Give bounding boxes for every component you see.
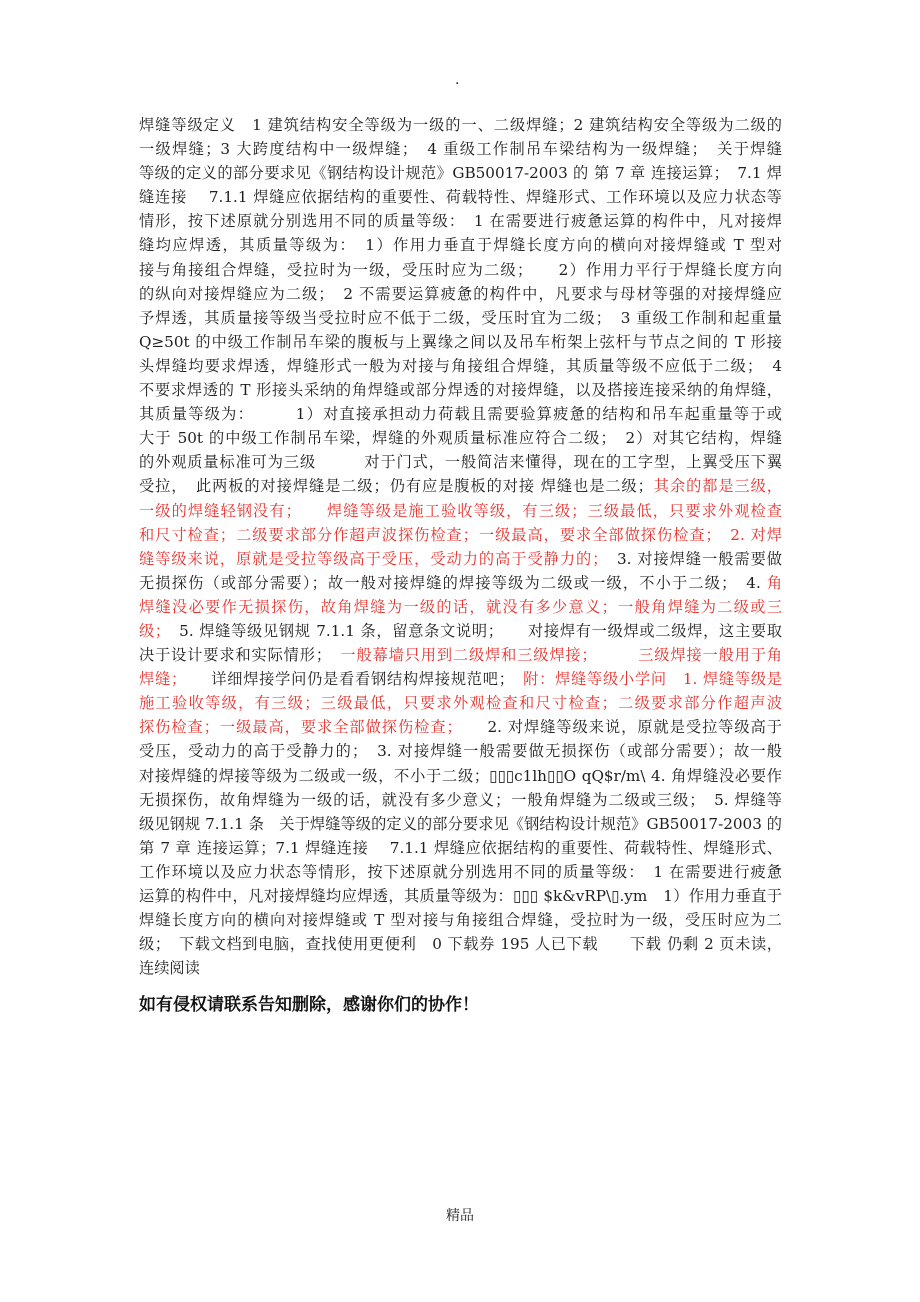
text-line (139, 715, 782, 739)
text-line (139, 161, 782, 185)
text-line (139, 956, 782, 980)
body-text: 予焊透，其质量接等级当受拉时应不低于二级，受压时宜为二级； 3 重级工作制和起重量 (139, 308, 782, 327)
highlighted-text: 附：焊缝等级小学问 1. 焊缝等级是 (506, 670, 782, 689)
body-text: 运算的构件中，凡对接焊缝均应焊透，其质量等级为：▯▯▯ $k&vRP\▯.ym 1）作用力垂直于 (139, 887, 782, 905)
text-line (139, 330, 782, 354)
text-line (139, 306, 782, 330)
body-text: 3. 对接焊缝一般需要做 (599, 549, 782, 568)
highlighted-text: 一般幕墙只用到二级焊和三级焊接； 三级焊接一般用于角 (323, 646, 782, 665)
body-text: 接与角接组合焊缝，受拉时为一级，受压时应为二级； 2）作用力平行于焊缝长度方向 (139, 260, 782, 279)
text-line (139, 185, 782, 209)
body-text: 缝均应焊透，其质量等级为： 1）作用力垂直于焊缝长度方向的横向对接焊缝或 T 型对 (139, 236, 782, 255)
highlighted-text: 一级的焊缝轻钢没有； 焊缝等级是施工验收等级，有三级；三级最低，只要求外观检查 (139, 501, 782, 520)
body-text: 的纵向对接焊缝应为二级； 2 不需要运算疲惫的构件中，凡要求与母材等强的对接焊缝应 (139, 284, 782, 303)
body-text: 第 7 章 连接运算；7.1 焊缝连接 7.1.1 焊缝应依据结构的重要性、荷载特性、焊缝形式、 (139, 838, 782, 857)
body-text: 级见钢规 7.1.1 条 关于焊缝等级的定义的部分要求见《钢结构设计规范》GB50017-2003 的 (139, 814, 782, 833)
highlighted-text: 焊缝没必要作无损探伤，故角焊缝为一级的话，就没有多少意义；一般角焊缝为二级或三 (139, 597, 782, 616)
text-line (139, 523, 782, 547)
text-line (139, 378, 782, 402)
highlighted-text: 角 (766, 573, 782, 592)
text-line (139, 739, 782, 763)
highlighted-text: 焊缝； (139, 670, 179, 689)
page-footer: 精品 (446, 1208, 474, 1224)
text-line (139, 450, 782, 474)
text-line (139, 258, 782, 282)
body-text: 不要求焊透的 T 形接头采纳的角焊缝或部分焊透的对接焊缝，以及搭接连接采纳的角焊缝， (139, 381, 782, 400)
text-line (139, 595, 782, 619)
text-line (139, 884, 782, 908)
body-text: 焊缝等级定义 1 建筑结构安全等级为一级的一、二级焊缝；2 建筑结构安全等级为二级的 (139, 116, 782, 134)
text-line (139, 619, 782, 643)
body-text: 无损探伤（或部分需要）；故一般对接焊缝的焊接等级为二级或一级，不小于二级； 4. (139, 573, 767, 592)
body-text: 受压，受动力的高于受静力的； 3. 对接焊缝一般需要做无损探伤（或部分需要）；故一般 (139, 742, 782, 761)
body-text: 的外观质量标准可为三级 对于门式，一般简洁来懂得，现在的工字型，上翼受压下翼 (139, 453, 782, 472)
text-line (139, 764, 782, 788)
body-text: 级； 下载文档到电脑，查找使用更便利 0 下载券 195 人已下载 下载 仍剩 2 页未读， (139, 935, 782, 954)
body-text: 决于设计要求和实际情形； (139, 646, 324, 665)
body-text: 受拉， 此两板的对接焊缝是二级；仍有应是腹板的对接 焊缝也是二级； (139, 477, 653, 496)
body-text: 5. 焊缝等级见钢规 7.1.1 条，留意条文说明； 对接焊有一级焊或二级焊，这主要取 (162, 621, 782, 640)
text-line (139, 932, 782, 956)
highlighted-text: 探伤检查；一级最高，要求全部做探伤检查； (139, 718, 455, 737)
body-text: 情形，按下述原就分别选用不同的质量等级： 1 在需要进行疲惫运算的构件中，凡对接焊 (139, 212, 782, 231)
body-text: 头焊缝均要求焊透，焊缝形式一般为对接与角接组合焊缝，其质量等级不应低于二级； 4 (139, 356, 782, 375)
text-line (139, 474, 782, 498)
highlighted-text: 其余的都是三级， (652, 477, 782, 496)
highlighted-text: 级； (139, 621, 163, 640)
body-text: 对接焊缝的焊接等级为二级或一级，不小于二级；▯▯▯c1lh▯▯O qQ$r/m\ 4. 角焊缝没必要作 (139, 766, 782, 785)
text-line (139, 209, 782, 233)
body-text: 缝连接 7.1.1 焊缝应依据结构的重要性、荷载特性、焊缝形式、工作环境以及应力状态等 (139, 188, 782, 207)
body-text: 一级焊缝；3 大跨度结构中一级焊缝； 4 重级工作制吊车梁结构为一级焊缝； 关于焊缝 (139, 140, 782, 159)
text-line (139, 812, 782, 836)
body-text: 大于 50t 的中级工作制吊车梁，焊缝的外观质量标准应符合二级； 2）对其它结构，焊缝 (139, 429, 782, 448)
header-mark: . (455, 72, 460, 88)
text-line (139, 499, 782, 523)
body-text: 无损探伤，故角焊缝为一级的话，就没有多少意义；一般角焊缝为二级或三级； 5. 焊缝等 (139, 790, 782, 809)
text-line (139, 137, 782, 161)
document-body (139, 113, 782, 980)
body-text: 等级的定义的部分要求见《钢结构设计规范》GB50017-2003 的 第 7 章 连接运算； 7.1 焊 (139, 164, 782, 183)
text-line (139, 402, 782, 426)
text-line (139, 667, 782, 691)
text-line (139, 571, 782, 595)
body-text: 详细焊接学问仍是看看钢结构焊接规范吧； (178, 670, 507, 689)
highlighted-text: 施工验收等级，有三级；三级最低，只要求外观检查和尺寸检查；二级要求部分作超声波 (139, 694, 782, 713)
body-text: 连续阅读 (139, 959, 200, 978)
highlighted-text: 缝等级来说，原就是受拉等级高于受压，受动力的高于受静力的； (139, 549, 600, 568)
text-line (139, 691, 782, 715)
text-line (139, 282, 782, 306)
text-line (139, 836, 782, 860)
text-line (139, 233, 782, 257)
text-line (139, 113, 782, 137)
text-line (139, 860, 782, 884)
text-line (139, 908, 782, 932)
body-text: 工作环境以及应力状态等情形，按下述原就分别选用不同的质量等级： 1 在需要进行疲惫 (139, 862, 782, 881)
text-line (139, 547, 782, 571)
body-text: 2. 对焊缝等级来说，原就是受拉等级高于 (454, 718, 782, 737)
body-text: 其质量等级为： 1）对直接承担动力荷载且需要验算疲惫的结构和吊车起重量等于或 (139, 405, 782, 424)
text-line (139, 643, 782, 667)
text-line (139, 788, 782, 812)
highlighted-text: 和尺寸检查；二级要求部分作超声波探伤检查；一级最高，要求全部做探伤检查； 2. 对焊 (139, 525, 782, 544)
body-text: Q≥50t 的中级工作制吊车梁的腹板与上翼缘之间以及吊车桁架上弦杆与节点之间的 T 形接 (139, 332, 782, 351)
copyright-notice: 如有侵权请联系告知删除，感谢你们的协作！ (139, 995, 479, 1015)
text-line (139, 426, 782, 450)
text-line (139, 354, 782, 378)
body-text: 焊缝长度方向的横向对接焊缝或 T 型对接与角接组合焊缝，受拉时为一级，受压时应为二 (139, 911, 782, 930)
